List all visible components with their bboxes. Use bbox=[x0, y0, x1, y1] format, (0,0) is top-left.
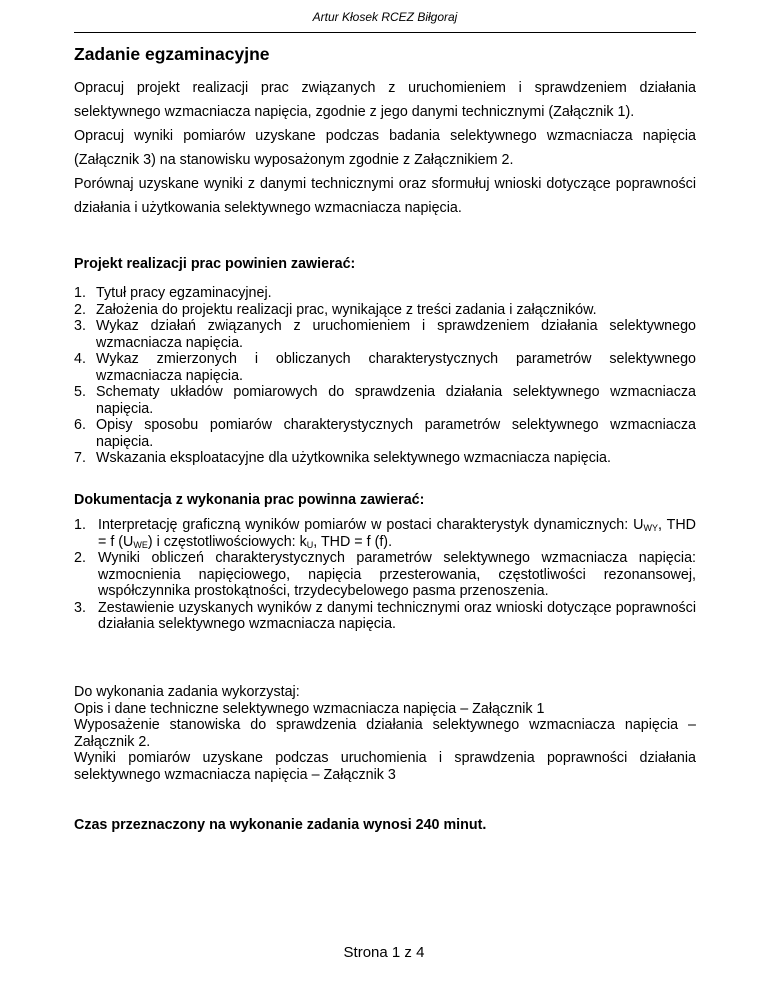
project-section-heading: Projekt realizacji prac powinien zawierać: bbox=[74, 256, 356, 272]
list-item: 3. Wykaz działań związanych z uruchomieniem i sprawdzeniem działania selektywnego wzmacniacza napięcia. bbox=[74, 318, 696, 351]
list-item: 3. Zestawienie uzyskanych wyników z danymi technicznymi oraz wnioski dotyczące poprawności działania selektywnego wzmacniacza napięcia. bbox=[74, 599, 696, 632]
task-description bbox=[74, 76, 696, 220]
list-item: 5. Schematy układów pomiarowych do sprawdzenia działania selektywnego wzmacniacza napięcia. bbox=[74, 384, 696, 417]
page-number: Strona 1 z 4 bbox=[343, 944, 425, 961]
list-item: 1. Interpretację graficzną wyników pomiarów w postaci charakterystyk dynamicznych: $U_{WY}$, THD = f $(U_{WE})$ i częstotliwościowych: $k_U$, THD = f (f). bbox=[74, 517, 696, 550]
header-divider bbox=[74, 32, 696, 33]
resources-intro: Do wykonania zadania wykorzystaj: bbox=[74, 684, 300, 700]
resource-line: Wyposażenie stanowiska do sprawdzenia działania selektywnego wzmacniacza napięcia – Załącznik 2. bbox=[74, 717, 696, 750]
documentation-requirements-list bbox=[74, 517, 696, 633]
intro-paragraph: Opracuj projekt realizacji prac związanych z uruchomieniem i sprawdzeniem działania selektywnego wzmacniacza napięcia, zgodnie z jego danymi technicznymi (Załącznik 1). bbox=[74, 80, 696, 120]
resource-line: Wyniki pomiarów uzyskane podczas uruchomienia i sprawdzenia poprawności działania selektywnego wzmacniacza napięcia – Załącznik 3 bbox=[74, 750, 696, 783]
resources-block bbox=[74, 684, 696, 783]
resource-line: Opis i dane techniczne selektywnego wzmacniacza napięcia – Załącznik 1 bbox=[74, 700, 545, 717]
intro-paragraph: Opracuj wyniki pomiarów uzyskane podczas badania selektywnego wzmacniacza napięcia (Załącznik 3) na stanowisku wyposażonym zgodnie z Załącznikiem 2. bbox=[74, 128, 696, 168]
list-item: 6. Opisy sposobu pomiarów charakterystycznych parametrów selektywnego wzmacniacza napięcia. bbox=[74, 417, 696, 450]
list-item: 2. Wyniki obliczeń charakterystycznych parametrów selektywnego wzmacniacza napięcia: wzmocnienia napięciowego, napięcia przesterowania, częstotliwości rezonansowej, współczynnika prostokątności, trzydecybelowego pasma przenoszenia. bbox=[74, 550, 696, 599]
project-requirements-list bbox=[74, 285, 696, 467]
list-item: 2. Założenia do projektu realizacji prac, wynikające z treści zadania i załączników. bbox=[74, 301, 597, 318]
page-header: Artur Kłosek RCEZ Biłgoraj bbox=[312, 10, 458, 24]
page-title: Zadanie egzaminacyjne bbox=[74, 44, 270, 64]
intro-paragraph: Porównaj uzyskane wyniki z danymi technicznymi oraz sformułuj wnioski dotyczące poprawności działania i użytkowania selektywnego wzmacniacza napięcia. bbox=[74, 176, 696, 216]
list-item: 7. Wskazania eksploatacyjne dla użytkownika selektywnego wzmacniacza napięcia. bbox=[74, 450, 611, 466]
time-limit-note: Czas przeznaczony na wykonanie zadania wynosi 240 minut. bbox=[74, 817, 487, 833]
list-item: 4. Wykaz zmierzonych i obliczanych charakterystycznych parametrów selektywnego wzmacniacza napięcia. bbox=[74, 351, 696, 384]
documentation-section-heading: Dokumentacja z wykonania prac powinna zawierać: bbox=[74, 492, 425, 508]
list-item: 1. Tytuł pracy egzaminacyjnej. bbox=[74, 285, 272, 301]
